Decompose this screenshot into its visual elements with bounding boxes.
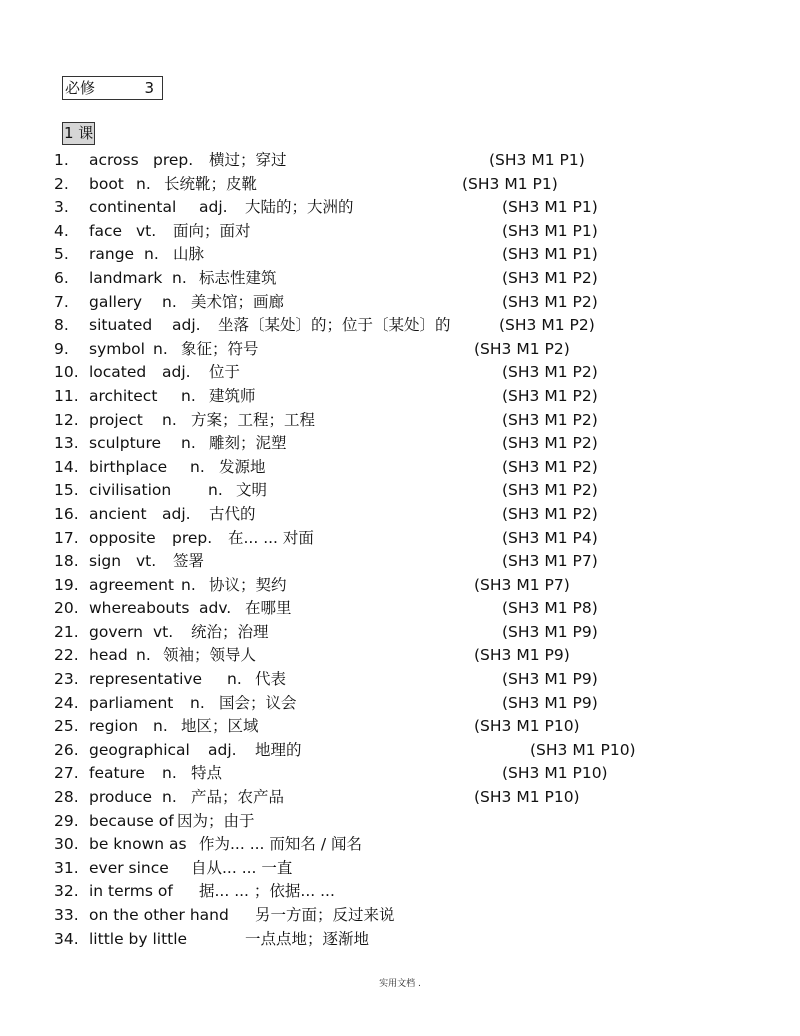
list-item — [0, 456, 800, 480]
entry-meaning: 另一方面；反过来说 — [255, 906, 395, 924]
entry-meaning: 一点点地；逐渐地 — [245, 929, 370, 948]
entry-number: 5. — [54, 245, 69, 264]
entry-reference: (SH3 M1 P9) — [474, 646, 570, 665]
list-item — [0, 762, 800, 786]
entry-part-of-speech: n. — [162, 764, 177, 783]
entry-reference: (SH3 M1 P2) — [474, 339, 570, 358]
entry-meaning: 协议；契约 — [209, 575, 287, 594]
entry-number: 27. — [54, 764, 79, 783]
book-number: 3 — [144, 79, 154, 97]
entry-meaning: 坐落〔某处〕的；位于〔某处〕的 — [218, 316, 451, 335]
entry-reference: (SH3 M1 P8) — [502, 599, 598, 618]
entry-part-of-speech: prep. — [153, 151, 194, 169]
list-item — [0, 314, 800, 338]
entry-meaning: 位于 — [209, 363, 241, 382]
list-item — [0, 432, 800, 456]
entry-part-of-speech: n. — [162, 292, 177, 311]
entry-term: agreement — [89, 575, 174, 594]
entry-number: 10. — [54, 363, 79, 382]
entry-term: ever since — [89, 858, 169, 877]
entry-part-of-speech: vt. — [136, 221, 157, 240]
entry-term: parliament — [89, 693, 174, 712]
entry-term: little by little — [89, 929, 188, 948]
entry-part-of-speech: n. — [190, 693, 205, 712]
entry-reference: (SH3 M1 P10) — [474, 717, 580, 736]
entry-meaning: 据... ... ；依据... ... — [199, 882, 335, 901]
entry-reference: (SH3 M1 P1) — [502, 221, 598, 240]
entry-part-of-speech: n. — [181, 575, 196, 594]
entry-number: 24. — [54, 693, 79, 712]
entry-part-of-speech: n. — [162, 788, 177, 807]
entry-meaning: 地理的 — [255, 740, 302, 759]
entry-number: 19. — [54, 575, 79, 594]
entry-reference: (SH3 M1 P2) — [502, 410, 598, 429]
entry-reference: (SH3 M1 P2) — [502, 504, 598, 523]
list-item — [0, 243, 800, 267]
entry-term: located — [89, 363, 147, 382]
list-item — [0, 479, 800, 503]
entry-meaning: 建筑师 — [209, 386, 256, 405]
entry-reference: (SH3 M1 P9) — [502, 693, 598, 712]
entry-part-of-speech: n. — [144, 245, 159, 264]
entry-number: 18. — [54, 552, 79, 571]
entry-number: 1. — [54, 151, 69, 169]
entry-term: birthplace — [89, 457, 168, 476]
entry-meaning: 自从... ... 一直 — [191, 858, 293, 877]
entry-meaning: 发源地 — [219, 457, 266, 476]
vocabulary-list — [0, 149, 800, 951]
entry-term: range — [89, 245, 135, 264]
entry-number: 6. — [54, 268, 69, 287]
list-item — [0, 644, 800, 668]
list-item — [0, 880, 800, 904]
entry-meaning: 美术馆；画廊 — [191, 292, 285, 311]
entry-part-of-speech: n. — [181, 434, 196, 453]
entry-reference: (SH3 M1 P2) — [502, 434, 598, 453]
entry-term: head — [89, 646, 128, 665]
entry-term: region — [89, 717, 139, 736]
entry-number: 26. — [54, 740, 79, 759]
entry-number: 8. — [54, 316, 69, 335]
entry-number: 15. — [54, 481, 79, 500]
list-item — [0, 904, 800, 928]
entry-term: architect — [89, 386, 158, 405]
entry-term: project — [89, 410, 143, 429]
entry-meaning: 统治；治理 — [191, 622, 269, 641]
entry-number: 34. — [54, 929, 79, 948]
entry-reference: (SH3 M1 P1) — [502, 245, 598, 264]
entry-number: 23. — [54, 670, 79, 689]
entry-reference: (SH3 M1 P10) — [502, 764, 608, 783]
entry-part-of-speech: n. — [153, 339, 168, 358]
list-item — [0, 409, 800, 433]
entry-number: 25. — [54, 717, 79, 736]
entry-reference: (SH3 M1 P4) — [502, 528, 598, 547]
entry-part-of-speech: adv. — [199, 599, 232, 618]
entry-reference: (SH3 M1 P7) — [502, 552, 598, 571]
entry-reference: (SH3 M1 P2) — [502, 386, 598, 405]
entry-meaning: 代表 — [255, 670, 287, 689]
entry-term: govern — [89, 622, 143, 641]
entry-reference: (SH3 M1 P2) — [502, 481, 598, 500]
entry-reference: (SH3 M1 P2) — [502, 292, 598, 311]
entry-term: situated — [89, 316, 153, 335]
entry-term: continental — [89, 198, 177, 217]
entry-number: 33. — [54, 906, 79, 924]
entry-term: ancient — [89, 504, 147, 523]
entry-term: representative — [89, 670, 203, 689]
entry-number: 17. — [54, 528, 79, 547]
entry-meaning: 古代的 — [209, 504, 256, 523]
entry-number: 7. — [54, 292, 69, 311]
entry-reference: (SH3 M1 P7) — [474, 575, 570, 594]
entry-reference: (SH3 M1 P2) — [502, 268, 598, 287]
entry-meaning: 面向；面对 — [173, 221, 251, 240]
entry-meaning: 长统靴；皮靴 — [164, 174, 258, 193]
entry-meaning: 象征；符号 — [181, 339, 259, 358]
list-item — [0, 833, 800, 857]
list-item — [0, 527, 800, 551]
entry-reference: (SH3 M1 P9) — [502, 670, 598, 689]
entry-part-of-speech: n. — [172, 268, 187, 287]
entry-meaning: 文明 — [236, 481, 268, 500]
entry-reference: (SH3 M1 P2) — [502, 363, 598, 382]
entry-meaning: 签署 — [173, 552, 205, 571]
entry-term: because of — [89, 811, 174, 830]
entry-part-of-speech: n. — [153, 717, 168, 736]
entry-term: in terms of — [89, 882, 173, 901]
list-item — [0, 715, 800, 739]
list-item — [0, 338, 800, 362]
entry-number: 13. — [54, 434, 79, 453]
entry-term: sculpture — [89, 434, 162, 453]
entry-meaning: 方案；工程；工程 — [191, 410, 316, 429]
entry-part-of-speech: n. — [190, 457, 205, 476]
entry-part-of-speech: n. — [227, 670, 242, 689]
entry-term: across — [89, 151, 139, 169]
entry-term: civilisation — [89, 481, 172, 500]
list-item — [0, 220, 800, 244]
entry-reference: (SH3 M1 P2) — [499, 316, 595, 335]
entry-term: opposite — [89, 528, 156, 547]
entry-part-of-speech: n. — [136, 174, 151, 193]
entry-number: 12. — [54, 410, 79, 429]
entry-term: symbol — [89, 339, 145, 358]
entry-number: 20. — [54, 599, 79, 618]
entry-number: 16. — [54, 504, 79, 523]
list-item — [0, 810, 800, 834]
entry-number: 28. — [54, 788, 79, 807]
entry-term: on the other hand — [89, 906, 229, 924]
course-label: 必修 — [65, 79, 96, 97]
entry-number: 9. — [54, 339, 69, 358]
entry-part-of-speech: adj. — [162, 504, 191, 523]
entry-term: feature — [89, 764, 145, 783]
entry-term: boot — [89, 174, 124, 193]
entry-reference: (SH3 M1 P9) — [502, 622, 598, 641]
list-item — [0, 692, 800, 716]
entry-meaning: 因为；由于 — [177, 811, 255, 830]
entry-meaning: 国会；议会 — [219, 693, 297, 712]
entry-part-of-speech: n. — [136, 646, 151, 665]
entry-meaning: 产品；农产品 — [191, 788, 285, 807]
entry-term: be known as — [89, 835, 187, 854]
entry-term: whereabouts — [89, 599, 190, 618]
list-item — [0, 786, 800, 810]
entry-term: sign — [89, 552, 122, 571]
entry-meaning: 大陆的；大洲的 — [245, 198, 354, 217]
entry-meaning: 横过；穿过 — [209, 151, 287, 169]
list-item — [0, 173, 800, 197]
list-item — [0, 621, 800, 645]
entry-meaning: 在哪里 — [245, 599, 292, 618]
list-item — [0, 668, 800, 692]
entry-number: 31. — [54, 858, 79, 877]
entry-term: gallery — [89, 292, 143, 311]
entry-reference: (SH3 M1 P1) — [489, 151, 585, 169]
entry-meaning: 特点 — [191, 764, 223, 783]
list-item — [0, 574, 800, 598]
entry-part-of-speech: n. — [162, 410, 177, 429]
list-item — [0, 291, 800, 315]
list-item — [0, 857, 800, 881]
list-item — [0, 149, 800, 173]
entry-meaning: 作为... ... 而知名 / 闻名 — [199, 835, 362, 854]
entry-meaning: 雕刻；泥塑 — [209, 434, 287, 453]
entry-meaning: 在... ... 对面 — [228, 528, 314, 547]
page-footer: 实用文档 . — [379, 979, 421, 989]
entry-number: 30. — [54, 835, 79, 854]
entry-number: 11. — [54, 386, 79, 405]
list-item — [0, 267, 800, 291]
entry-term: landmark — [89, 268, 163, 287]
entry-number: 32. — [54, 882, 79, 901]
entry-part-of-speech: adj. — [208, 740, 237, 759]
list-item — [0, 550, 800, 574]
entry-number: 4. — [54, 221, 69, 240]
entry-number: 3. — [54, 198, 69, 217]
entry-part-of-speech: prep. — [172, 528, 213, 547]
entry-reference: (SH3 M1 P2) — [502, 457, 598, 476]
list-item — [0, 597, 800, 621]
entry-meaning: 标志性建筑 — [199, 268, 277, 287]
list-item — [0, 196, 800, 220]
entry-meaning: 山脉 — [173, 245, 205, 264]
entry-reference: (SH3 M1 P1) — [462, 174, 558, 193]
entry-part-of-speech: adj. — [172, 316, 201, 335]
entry-part-of-speech: vt. — [153, 622, 174, 641]
entry-number: 14. — [54, 457, 79, 476]
course-title-box — [62, 76, 163, 100]
entry-reference: (SH3 M1 P10) — [474, 788, 580, 807]
entry-reference: (SH3 M1 P1) — [502, 198, 598, 217]
entry-part-of-speech: n. — [181, 386, 196, 405]
entry-part-of-speech: adj. — [162, 363, 191, 382]
entry-number: 22. — [54, 646, 79, 665]
entry-reference: (SH3 M1 P10) — [530, 740, 636, 759]
list-item — [0, 385, 800, 409]
entry-number: 21. — [54, 622, 79, 641]
entry-part-of-speech: vt. — [136, 552, 157, 571]
list-item — [0, 928, 800, 952]
list-item — [0, 503, 800, 527]
entry-term: geographical — [89, 740, 190, 759]
list-item — [0, 361, 800, 385]
list-item — [0, 739, 800, 763]
entry-number: 29. — [54, 811, 79, 830]
entry-term: face — [89, 221, 123, 240]
entry-meaning: 地区；区域 — [181, 717, 259, 736]
entry-part-of-speech: adj. — [199, 198, 228, 217]
entry-term: produce — [89, 788, 153, 807]
lesson-label: 1 课 — [62, 122, 95, 145]
entry-number: 2. — [54, 174, 69, 193]
entry-part-of-speech: n. — [208, 481, 223, 500]
entry-meaning: 领袖；领导人 — [163, 646, 257, 665]
